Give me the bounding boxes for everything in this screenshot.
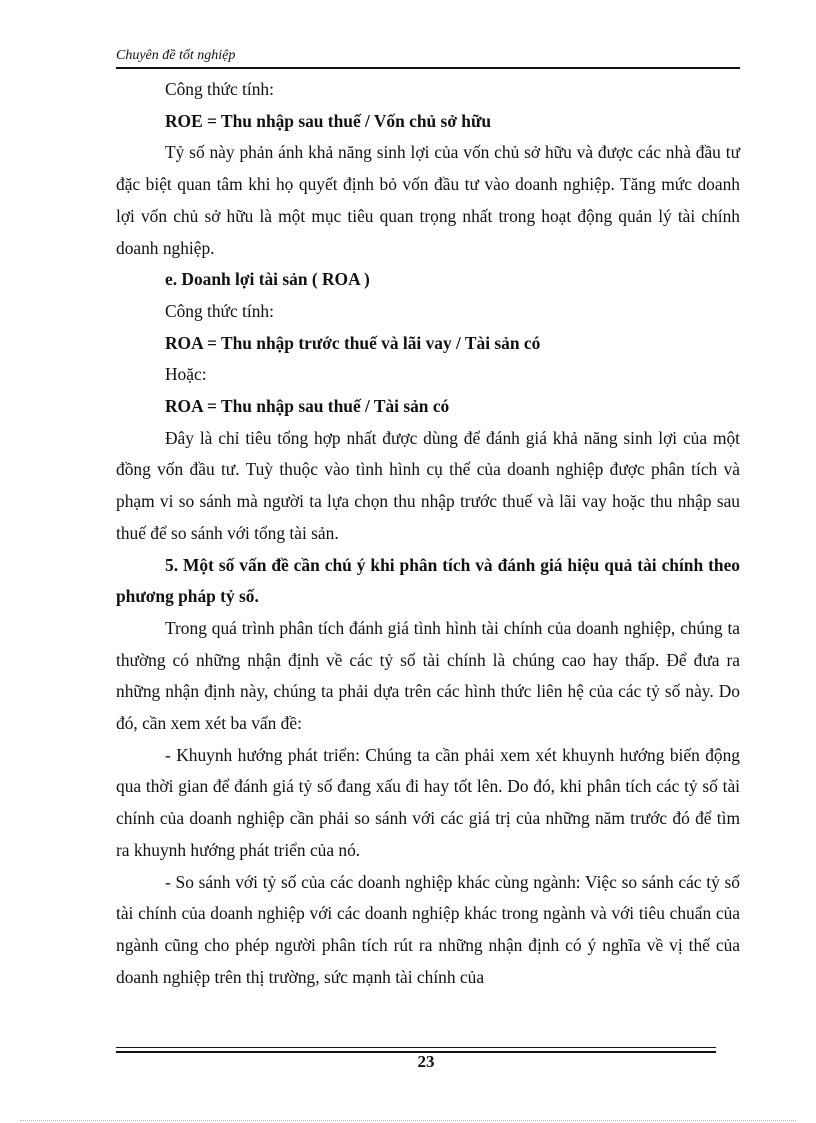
page-number: 23 [417,1052,435,1071]
industry-comparison-paragraph: - So sánh với tỷ số của các doanh nghiệp khác cùng ngành: Việc so sánh các tỷ số tài chính của doanh nghiệp với các doanh nghiệp khác trong ngành và với tiêu chuẩn của ngành cũng cho phép người phân tích rút ra những nhận định có ý nghĩa về vị thế của doanh nghiệp trên thị trường, sức mạnh tài chính của [116,871,740,987]
trend-paragraph: - Khuynh hướng phát triển: Chúng ta cần phải xem xét khuynh hướng biến động qua thời gian để đánh giá tỷ số đang xấu đi hay tốt lên. Do đó, khi phân tích các tỷ số tài chính của doanh nghiệp cần phải so sánh với các giá trị của những năm trước đó để tìm ra khuynh hướng phát triển của nó. [116,744,740,860]
formula-intro-roe: Công thức tính: [165,79,274,99]
footer-rule [116,1047,716,1048]
analysis-intro-paragraph: Trong quá trình phân tích đánh giá tình hình tài chính của doanh nghiệp, chúng ta thường có những nhận định về các tỷ số tài chính là chúng cao hay thấp. Để đưa ra những nhận định này, chúng ta phải dựa trên các hình thức liên hệ của các tỷ số này. Do đó, cần xem xét ba vấn đề: [116,617,740,734]
roa-formula-pretax: ROA = Thu nhập trước thuế và lãi vay / Tài sản có [165,332,541,353]
roe-formula: ROE = Thu nhập sau thuế / Vốn chủ sở hữu [165,110,492,131]
roa-explanation-paragraph: Đây là chỉ tiêu tổng hợp nhất được dùng để đánh giá khả năng sinh lợi của một đồng vốn đầu tư. Tuỳ thuộc vào tình hình cụ thể của doanh nghiệp được phân tích và phạm vi so sánh mà người ta lựa chọn thu nhập trước thuế và lãi vay hoặc thu nhập sau thuế để so sánh với tổng tài sản. [116,427,740,543]
header-rule [116,67,740,69]
page-header-title: Chuyên đề tốt nghiệp [116,48,236,63]
roa-section-heading: e. Doanh lợi tài sản ( ROA ) [165,269,370,290]
roe-explanation-paragraph: Tỷ số này phản ánh khả năng sinh lợi của vốn chủ sở hữu và được các nhà đầu tư đặc biệt quan tâm khi họ quyết định bỏ vốn đầu tư vào doanh nghiệp. Tăng mức doanh lợi vốn chủ sở hữu là một mục tiêu quan trọng nhất trong hoạt động quản lý tài chính doanh nghiệp. [116,142,740,258]
page-body [116,74,740,993]
formula-intro-roa: Công thức tính: [165,300,274,321]
page-bottom-border [20,1120,796,1121]
or-label: Hoặc: [165,364,207,385]
roa-formula-aftertax: ROA = Thu nhập sau thuế / Tài sản có [165,396,450,417]
section-5-heading: 5. Một số vấn đề cần chú ý khi phân tích và đánh giá hiệu quả tài chính theo phương pháp tỷ số. [116,554,740,607]
